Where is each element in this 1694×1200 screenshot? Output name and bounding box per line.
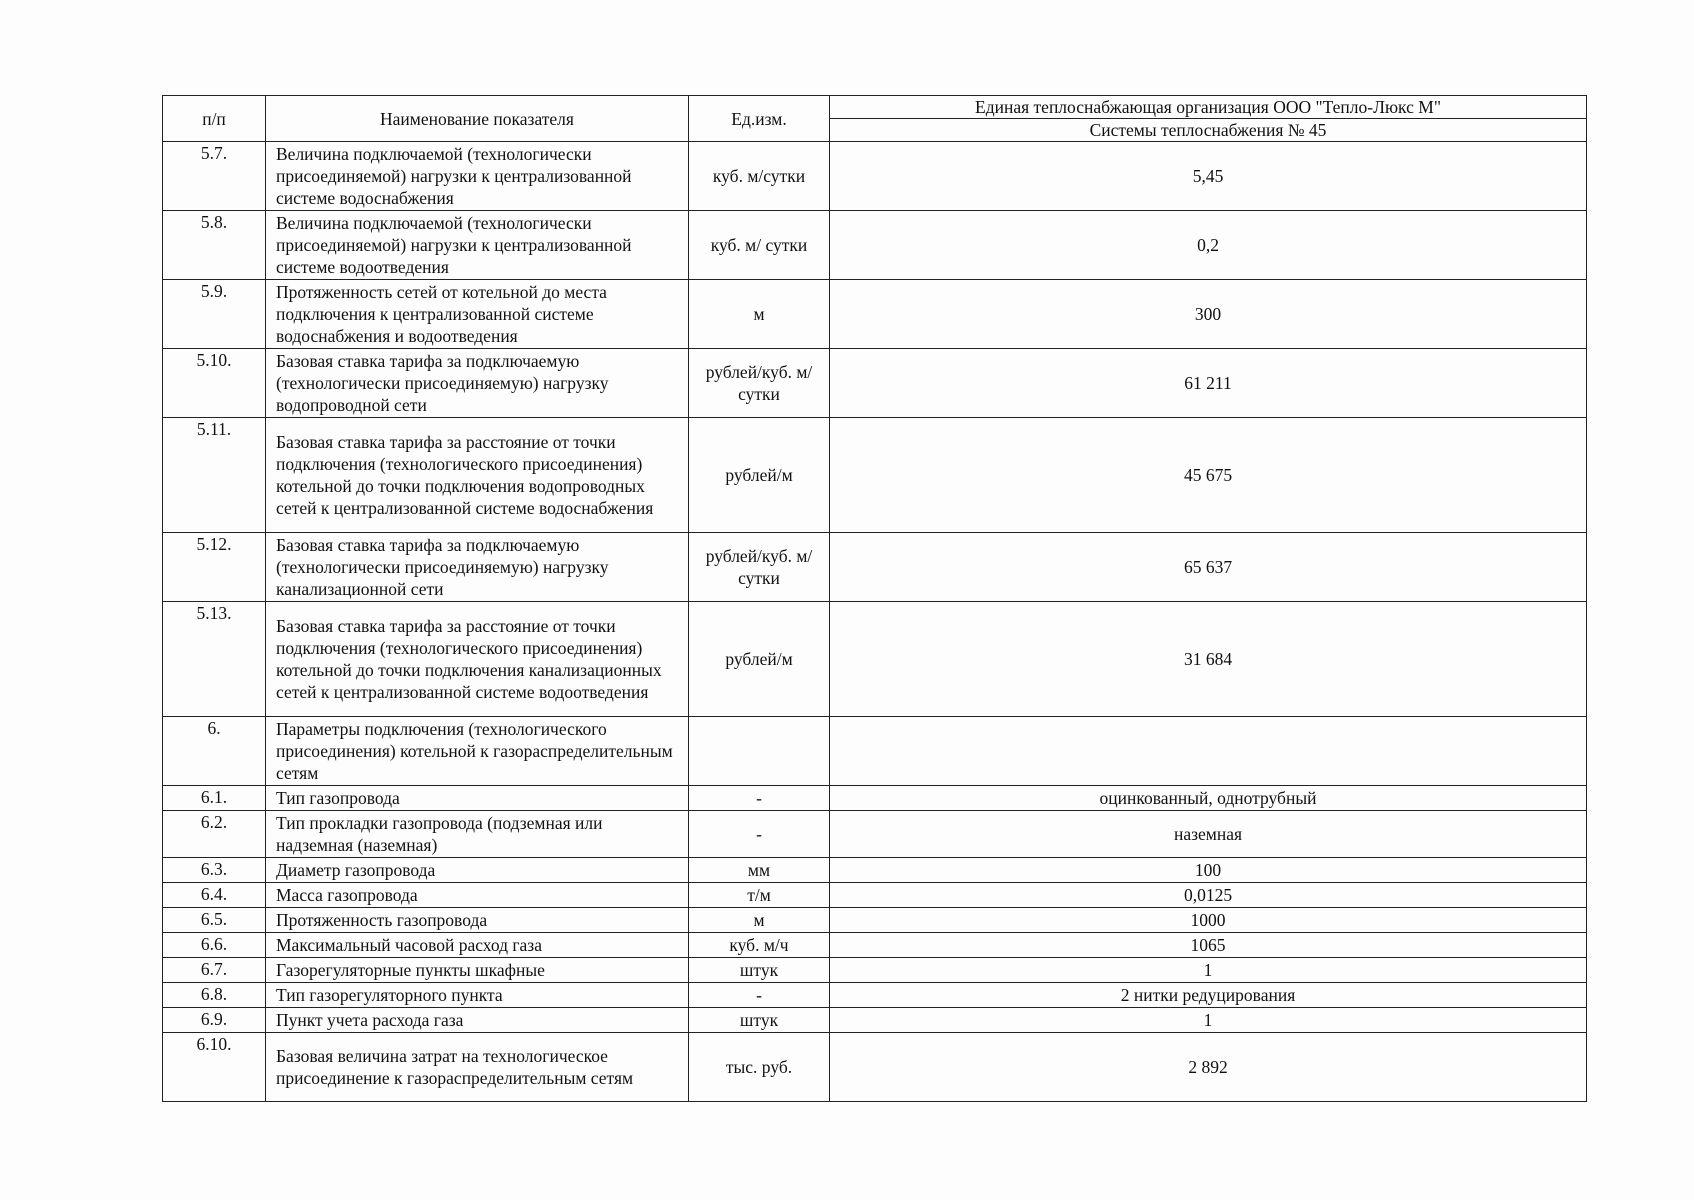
row-indicator-name: Пункт учета расхода газа [266, 1008, 689, 1033]
indicators-table [162, 95, 1587, 1102]
row-value: 65 637 [830, 533, 1587, 602]
row-number: 5.8. [163, 211, 266, 280]
row-indicator-name: Масса газопровода [266, 883, 689, 908]
row-number: 6.3. [163, 858, 266, 883]
row-value: 31 684 [830, 602, 1587, 717]
row-number: 5.12. [163, 533, 266, 602]
row-indicator-name: Протяженность газопровода [266, 908, 689, 933]
row-number: 6.7. [163, 958, 266, 983]
row-indicator-name: Газорегуляторные пункты шкафные [266, 958, 689, 983]
row-number: 6.5. [163, 908, 266, 933]
row-number: 6.9. [163, 1008, 266, 1033]
row-indicator-name: Тип газопровода [266, 786, 689, 811]
row-unit: тыс. руб. [689, 1033, 830, 1102]
row-value: 100 [830, 858, 1587, 883]
row-value: 61 211 [830, 349, 1587, 418]
table-row [163, 717, 1587, 786]
row-indicator-name: Базовая величина затрат на технологическое присоединение к газораспределительным сетям [266, 1033, 689, 1102]
row-number: 6.8. [163, 983, 266, 1008]
row-number: 6.2. [163, 811, 266, 858]
header-col-unit: Ед.изм. [689, 96, 830, 142]
header-col-name: Наименование показателя [266, 96, 689, 142]
table-row [163, 908, 1587, 933]
table-row [163, 858, 1587, 883]
table-header-row [163, 96, 1587, 119]
row-value: наземная [830, 811, 1587, 858]
row-unit: - [689, 811, 830, 858]
row-indicator-name: Базовая ставка тарифа за подключаемую (технологически присоединяемую) нагрузку канализационной сети [266, 533, 689, 602]
table-row [163, 786, 1587, 811]
table-row [163, 1033, 1587, 1102]
row-unit: - [689, 786, 830, 811]
table-row [163, 1008, 1587, 1033]
table-row [163, 418, 1587, 533]
row-value: 1000 [830, 908, 1587, 933]
table-row [163, 602, 1587, 717]
row-indicator-name: Максимальный часовой расход газа [266, 933, 689, 958]
row-unit: м [689, 908, 830, 933]
table-body [163, 142, 1587, 1102]
row-indicator-name: Параметры подключения (технологического присоединения) котельной к газораспределительным сетям [266, 717, 689, 786]
table-row [163, 142, 1587, 211]
row-unit: т/м [689, 883, 830, 908]
row-unit: рублей/м [689, 602, 830, 717]
row-number: 6.4. [163, 883, 266, 908]
table-row [163, 211, 1587, 280]
row-unit [689, 717, 830, 786]
row-value: 300 [830, 280, 1587, 349]
row-indicator-name: Базовая ставка тарифа за расстояние от точки подключения (технологического присоединения) котельной до точки подключения водопроводных сетей к централизованной системе водоснабжения [266, 418, 689, 533]
row-unit: рублей/м [689, 418, 830, 533]
row-value: 2 нитки редуцирования [830, 983, 1587, 1008]
row-unit: штук [689, 1008, 830, 1033]
row-number: 6.6. [163, 933, 266, 958]
row-unit: рублей/куб. м/сутки [689, 349, 830, 418]
row-indicator-name: Величина подключаемой (технологически присоединяемой) нагрузки к централизованной системе водоотведения [266, 211, 689, 280]
table-row [163, 349, 1587, 418]
row-number: 6.10. [163, 1033, 266, 1102]
row-unit: рублей/куб. м/сутки [689, 533, 830, 602]
header-org-title: Единая теплоснабжающая организация ООО "Тепло-Люкс М" [830, 96, 1587, 119]
row-unit: мм [689, 858, 830, 883]
row-value: 0,0125 [830, 883, 1587, 908]
row-value: 1 [830, 958, 1587, 983]
table-row [163, 933, 1587, 958]
row-number: 6.1. [163, 786, 266, 811]
row-indicator-name: Протяженность сетей от котельной до места подключения к централизованной системе водоснабжения и водоотведения [266, 280, 689, 349]
row-value: 0,2 [830, 211, 1587, 280]
table-row [163, 883, 1587, 908]
table-row [163, 983, 1587, 1008]
header-system-title: Системы теплоснабжения № 45 [830, 119, 1587, 142]
row-unit: куб. м/ сутки [689, 211, 830, 280]
row-number: 5.9. [163, 280, 266, 349]
row-value: 45 675 [830, 418, 1587, 533]
table-row [163, 280, 1587, 349]
row-unit: куб. м/ч [689, 933, 830, 958]
row-indicator-name: Величина подключаемой (технологически присоединяемой) нагрузки к централизованной системе водоснабжения [266, 142, 689, 211]
row-number: 6. [163, 717, 266, 786]
row-unit: куб. м/сутки [689, 142, 830, 211]
row-unit: штук [689, 958, 830, 983]
row-number: 5.7. [163, 142, 266, 211]
row-indicator-name: Тип прокладки газопровода (подземная или надземная (наземная) [266, 811, 689, 858]
row-value: 5,45 [830, 142, 1587, 211]
row-unit: м [689, 280, 830, 349]
row-value: 1065 [830, 933, 1587, 958]
table-row [163, 533, 1587, 602]
row-value: оцинкованный, однотрубный [830, 786, 1587, 811]
row-unit: - [689, 983, 830, 1008]
row-number: 5.13. [163, 602, 266, 717]
row-value: 1 [830, 1008, 1587, 1033]
row-indicator-name: Диаметр газопровода [266, 858, 689, 883]
row-number: 5.11. [163, 418, 266, 533]
row-indicator-name: Тип газорегуляторного пункта [266, 983, 689, 1008]
row-indicator-name: Базовая ставка тарифа за подключаемую (технологически присоединяемую) нагрузку водопроводной сети [266, 349, 689, 418]
row-value: 2 892 [830, 1033, 1587, 1102]
header-col-num: п/п [163, 96, 266, 142]
row-value [830, 717, 1587, 786]
row-indicator-name: Базовая ставка тарифа за расстояние от точки подключения (технологического присоединения) котельной до точки подключения канализационных сетей к централизованной системе водоотведения [266, 602, 689, 717]
table-row [163, 811, 1587, 858]
table-row [163, 958, 1587, 983]
row-number: 5.10. [163, 349, 266, 418]
